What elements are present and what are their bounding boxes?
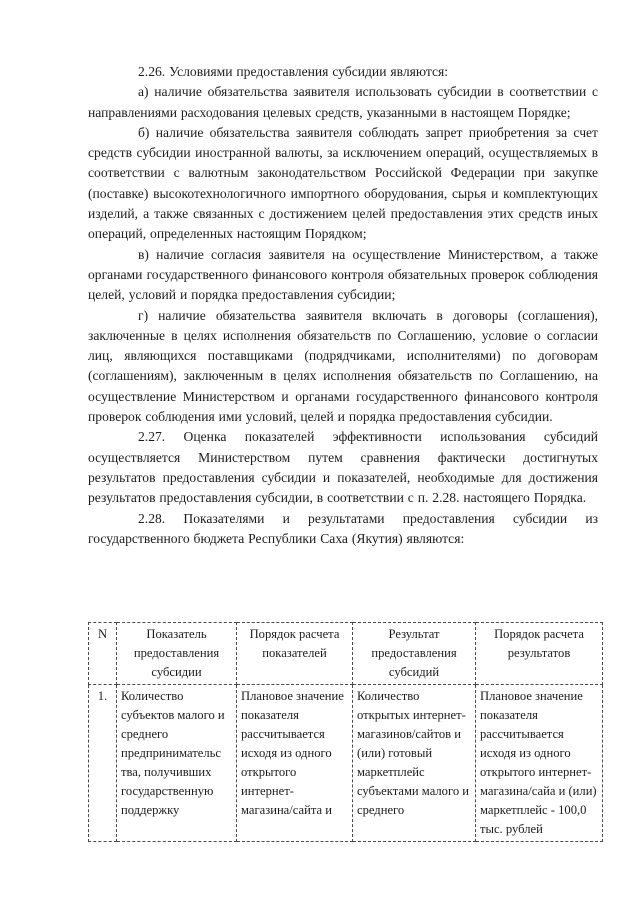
- paragraph-2-26-a: а) наличие обязательства заявителя использовать субсидии в соответствии с направлениями расходования целевых средств, указанными в настоящем Порядке;: [88, 84, 598, 120]
- cell-indicator-calculation: Плановое значение показателя рассчитывается исходя из одного открытого интернет- магазина/сайта и: [237, 685, 353, 842]
- header-indicator-calculation: Порядок расчета показателей: [237, 623, 353, 685]
- cell-indicator: Количество субъектов малого и среднего предпринимательс тва, получивших государственную поддержку: [117, 685, 237, 842]
- paragraph-2-26: 2.26. Условиями предоставления субсидии являются:: [138, 64, 449, 79]
- table-header-row: [89, 623, 603, 685]
- header-result-calculation: Порядок расчета результатов: [476, 623, 603, 685]
- indicators-table: [88, 622, 603, 842]
- header-indicator: Показатель предоставления субсидии: [117, 623, 237, 685]
- header-number: N: [89, 623, 117, 685]
- document-body: [88, 62, 598, 549]
- header-result: Результат предоставления субсидий: [353, 623, 476, 685]
- paragraph-2-28: 2.28. Показателями и результатами предоставления субсидии из государственного бюджета Республики Саха (Якутия) являются:: [88, 510, 598, 546]
- paragraph-2-26-b: б) наличие обязательства заявителя соблюдать запрет приобретения за счет средств субсидии иностранной валюты, за исключением операций, осуществляемых в соответствии с валютным законодательством Российской Федерации при закупке (поставке) высокотехнологичного импортного оборудования, сырья и комплектующих изделий, а также связанных с достижением целей предоставления этих средств иных операций, определенных настоящим Порядком;: [88, 124, 598, 242]
- table-row: [89, 685, 603, 842]
- cell-result-calculation: Плановое значение показателя рассчитывается исходя из одного открытого интернет- магазина/сайа и (или) маркетплейс - 100,0 тыс. рублей: [476, 685, 603, 842]
- paragraph-2-26-v: в) наличие согласия заявителя на осуществление Министерством, а также органами государственного финансового контроля обязательных проверок соблюдения целей, условий и порядка предоставления субсидии;: [88, 246, 598, 303]
- cell-result: Количество открытых интернет- магазинов/сайтов и (или) готовый маркетплейс субъектами малого и среднего: [353, 685, 476, 842]
- paragraph-2-26-g: г) наличие обязательства заявителя включать в договоры (соглашения), заключенные в целях исполнения обязательств по Соглашению, условие о согласии лиц, являющихся поставщиками (подрядчиками, исполнителями) по договорам (соглашениям), заключенным в целях исполнения обязательств по Соглашению, на осуществление Министерством и органами государственного финансового контроля проверок соблюдения ими условий, целей и порядка предоставления субсидии.: [88, 307, 598, 425]
- row-number: 1.: [89, 685, 117, 842]
- paragraph-2-27: 2.27. Оценка показателей эффективности использования субсидий осуществляется Министерством путем сравнения фактически достигнутых результатов предоставления субсидии и показателей, необходимые для достижения результатов предоставления субсидии, в соответствии с п. 2.28. настоящего Порядка.: [88, 429, 598, 506]
